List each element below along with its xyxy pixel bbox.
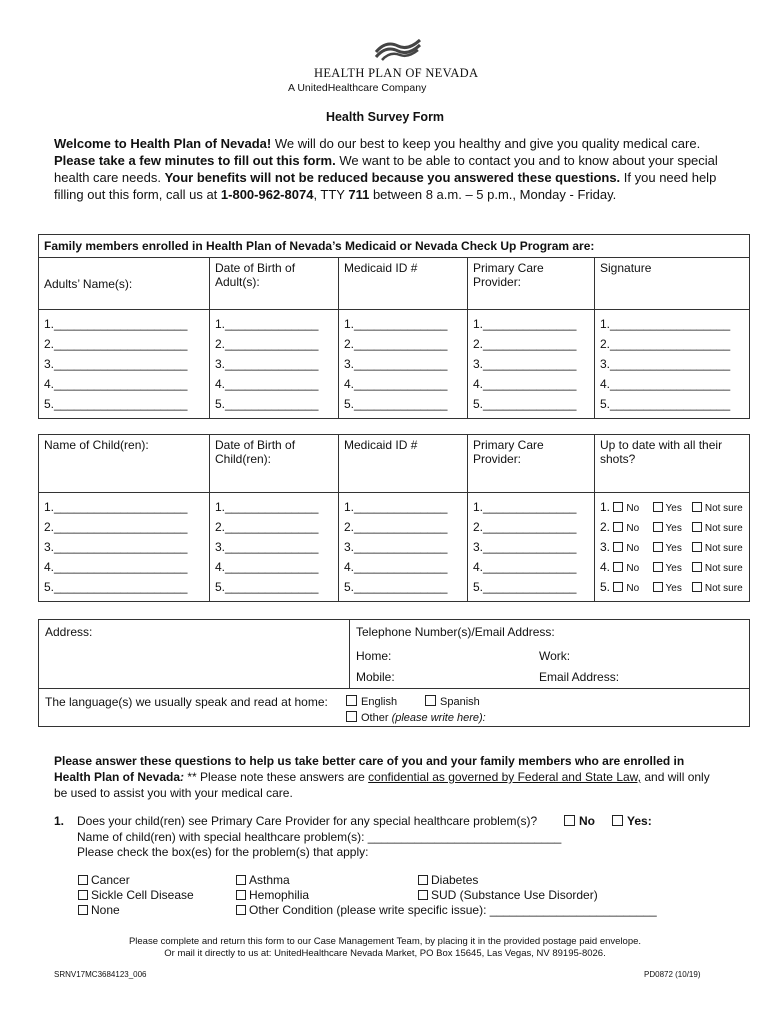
adult-pcp-2[interactable]: 2.______________ [468, 334, 595, 354]
adult-dob-5[interactable]: 5.______________ [210, 394, 339, 419]
form-code-right: PD0872 (10/19) [644, 970, 701, 979]
intro-text-2: We want to be able to contact you and to know about your special health care needs. [54, 153, 718, 185]
adult-pcp-5[interactable]: 5.______________ [468, 394, 595, 419]
adult-signature-1[interactable]: 1.__________________ [595, 310, 750, 335]
children-header-pcp: Primary Care Provider: [468, 435, 595, 493]
q1-no[interactable] [564, 814, 595, 828]
child-dob-1[interactable]: 1.______________ [210, 493, 339, 518]
contact-hline [39, 688, 749, 689]
opt-no: No [626, 543, 640, 554]
checkbox-other-condition[interactable] [236, 905, 246, 915]
contact-box [38, 619, 750, 727]
shots-num: 3. [600, 540, 611, 554]
child-pcp-5[interactable]: 5.______________ [468, 577, 595, 602]
condition-sickle-cell[interactable] [78, 888, 194, 902]
intro-tty: 711 [348, 187, 370, 202]
adult-medicaid-1[interactable]: 1.______________ [339, 310, 468, 335]
children-table [38, 434, 750, 602]
checkbox-not-sure[interactable] [692, 502, 702, 512]
intro-welcome: Welcome to Health Plan of Nevada! [54, 136, 272, 151]
checkbox-no[interactable] [613, 522, 623, 532]
questions-intro-end: and will only be used to assist you with your medical care. [54, 770, 710, 800]
q1-check-instruction: Please check the box(es) for the problem(s) that apply: [77, 845, 369, 859]
adult-dob-1[interactable]: 1.______________ [210, 310, 339, 335]
adults-header-dob: Date of Birth of Adult(s): [210, 258, 339, 310]
other-note: (please write here): [391, 712, 486, 724]
child-name-2[interactable]: 2.____________________ [39, 517, 210, 537]
checkbox-asthma[interactable] [236, 875, 246, 885]
condition-diabetes[interactable] [418, 873, 478, 887]
adult-pcp-3[interactable]: 3.______________ [468, 354, 595, 374]
home-phone-label[interactable]: Home: [356, 649, 392, 663]
form-title: Health Survey Form [325, 110, 445, 124]
shots-num: 2. [600, 520, 611, 534]
intro-phone: 1-800-962-8074 [220, 187, 314, 202]
checkbox-not-sure[interactable] [692, 582, 702, 592]
adults-header-name: Adults’ Name(s): [39, 258, 210, 310]
intro-text-3: If you need help filling out this form, call us at [54, 170, 717, 202]
children-header-medicaid: Medicaid ID # [339, 435, 468, 493]
child-pcp-4[interactable]: 4.______________ [468, 557, 595, 577]
child-pcp-2[interactable]: 2.______________ [468, 517, 595, 537]
q1-yes-label: Yes: [627, 814, 652, 828]
sud-label: SUD (Substance Use Disorder) [431, 888, 598, 902]
shots-num: 1. [600, 500, 611, 514]
sickle-cell-label: Sickle Cell Disease [91, 888, 194, 902]
checkbox-yes[interactable] [653, 582, 663, 592]
child-name-4[interactable]: 4.____________________ [39, 557, 210, 577]
adult-name-2[interactable]: 2.____________________ [39, 334, 210, 354]
phone-email-label: Telephone Number(s)/Email Address: [356, 625, 555, 639]
opt-not-sure: Not sure [704, 523, 743, 534]
child-name-1[interactable]: 1.____________________ [39, 493, 210, 518]
child-shots-5 [595, 577, 750, 602]
other-condition-label: Other Condition (please write specific issue): _________________________ [249, 903, 657, 917]
intro-text-1: We will do our best to keep you healthy and give you quality medical care. [271, 136, 701, 151]
opt-yes: Yes [665, 523, 682, 534]
form-code-left: SRNV17MC3684123_006 [54, 970, 147, 979]
questions-intro-bold: Please answer these questions to help us take better care of you and your family members who are enrolled in Health Plan of Nevada [54, 754, 685, 784]
shots-num: 4. [600, 560, 611, 574]
adult-signature-2[interactable]: 2.__________________ [595, 334, 750, 354]
child-medicaid-1[interactable]: 1.______________ [339, 493, 468, 518]
checkbox-english[interactable] [346, 695, 357, 706]
work-phone-label[interactable]: Work: [539, 649, 571, 663]
questions-intro-colon: : [180, 770, 185, 784]
language-other[interactable] [346, 711, 486, 724]
english-label: English [361, 696, 398, 708]
none-label: None [91, 903, 120, 917]
checkbox-hemophilia[interactable] [236, 890, 246, 900]
condition-other[interactable] [236, 903, 657, 917]
language-spanish[interactable] [425, 695, 480, 708]
org-name: HEALTH PLAN OF NEVADA [314, 66, 479, 80]
adult-dob-4[interactable]: 4.______________ [210, 374, 339, 394]
condition-cancer[interactable] [78, 873, 130, 887]
child-shots-3 [595, 537, 750, 557]
adult-dob-3[interactable]: 3.______________ [210, 354, 339, 374]
checkbox-yes[interactable] [653, 562, 663, 572]
child-dob-5[interactable]: 5.______________ [210, 577, 339, 602]
child-dob-3[interactable]: 3.______________ [210, 537, 339, 557]
opt-yes: Yes [665, 543, 682, 554]
asthma-label: Asthma [249, 873, 290, 887]
language-label: The language(s) we usually speak and read at home: [45, 695, 328, 709]
child-shots-2 [595, 517, 750, 537]
child-dob-2[interactable]: 2.______________ [210, 517, 339, 537]
opt-not-sure: Not sure [704, 583, 743, 594]
checkbox-no[interactable] [613, 502, 623, 512]
opt-not-sure: Not sure [704, 563, 743, 574]
adult-dob-2[interactable]: 2.______________ [210, 334, 339, 354]
opt-no: No [626, 523, 640, 534]
checkbox-not-sure[interactable] [692, 542, 702, 552]
children-header-dob: Date of Birth of Child(ren): [210, 435, 339, 493]
child-dob-4[interactable]: 4.______________ [210, 557, 339, 577]
checkbox-other[interactable] [346, 711, 357, 722]
child-shots-4 [595, 557, 750, 577]
intro-paragraph [54, 135, 720, 203]
intro-text-4: , TTY [313, 187, 349, 202]
footer-line-1: Please complete and return this form to our Case Management Team, by placing it in the provided postage paid envelope. [128, 936, 642, 947]
hpn-logo-icon [374, 36, 422, 62]
checkbox-not-sure[interactable] [692, 522, 702, 532]
checkbox-no[interactable] [613, 582, 623, 592]
language-english[interactable] [346, 695, 397, 708]
shots-num: 5. [600, 580, 611, 594]
child-name-5[interactable]: 5.____________________ [39, 577, 210, 602]
adult-medicaid-2[interactable]: 2.______________ [339, 334, 468, 354]
child-pcp-1[interactable]: 1.______________ [468, 493, 595, 518]
opt-yes: Yes [665, 503, 682, 514]
questions-intro-underlined: confidential as governed by Federal and State Law, [368, 770, 642, 784]
children-header-shots: Up to date with all their shots? [595, 435, 750, 493]
intro-benefits: Your benefits will not be reduced because you answered these questions. [164, 170, 621, 185]
adult-medicaid-4[interactable]: 4.______________ [339, 374, 468, 394]
adult-pcp-1[interactable]: 1.______________ [468, 310, 595, 335]
opt-not-sure: Not sure [704, 543, 743, 554]
cancer-label: Cancer [91, 873, 130, 887]
checkbox-no[interactable] [613, 542, 623, 552]
opt-no: No [626, 563, 640, 574]
checkbox-not-sure[interactable] [692, 562, 702, 572]
adult-name-3[interactable]: 3.____________________ [39, 354, 210, 374]
questions-intro [54, 753, 724, 801]
checkbox-yes[interactable] [653, 522, 663, 532]
opt-yes: Yes [665, 583, 682, 594]
condition-hemophilia[interactable] [236, 888, 309, 902]
adult-name-4[interactable]: 4.____________________ [39, 374, 210, 394]
opt-yes: Yes [665, 563, 682, 574]
address-label[interactable]: Address: [45, 625, 93, 639]
spanish-label: Spanish [440, 696, 480, 708]
q1-no-label: No [579, 814, 595, 828]
adult-signature-3[interactable]: 3.__________________ [595, 354, 750, 374]
q1-yes[interactable] [612, 814, 652, 828]
checkbox-q1-no[interactable] [564, 815, 575, 826]
footer-line-2: Or mail it directly to us at: UnitedHealthcare Nevada Market, PO Box 15645, Las Vegas, NV 89195-8026. [164, 948, 606, 959]
adults-header-pcp: Primary Care Provider: [468, 258, 595, 310]
condition-sud[interactable] [418, 888, 598, 902]
checkbox-spanish[interactable] [425, 695, 436, 706]
checkbox-diabetes[interactable] [418, 875, 428, 885]
questions-intro-note: ** Please note these answers are [184, 770, 369, 784]
org-subtitle: A UnitedHealthcare Company [288, 82, 427, 94]
adult-medicaid-3[interactable]: 3.______________ [339, 354, 468, 374]
adult-pcp-4[interactable]: 4.______________ [468, 374, 595, 394]
child-medicaid-4[interactable]: 4.______________ [339, 557, 468, 577]
child-medicaid-3[interactable]: 3.______________ [339, 537, 468, 557]
checkbox-yes[interactable] [653, 542, 663, 552]
adult-signature-5[interactable]: 5.__________________ [595, 394, 750, 419]
q1-text: Does your child(ren) see Primary Care Provider for any special healthcare problem(s)? [77, 814, 538, 828]
condition-asthma[interactable] [236, 873, 290, 887]
adult-medicaid-5[interactable]: 5.______________ [339, 394, 468, 419]
hemophilia-label: Hemophilia [249, 888, 310, 902]
contact-divider [349, 620, 350, 688]
checkbox-yes[interactable] [653, 502, 663, 512]
opt-no: No [626, 503, 640, 514]
child-shots-1 [595, 493, 750, 518]
adults-header-signature: Signature [595, 258, 750, 310]
adults-table [38, 234, 750, 419]
children-header-name: Name of Child(ren): [39, 435, 210, 493]
table-caption: Family members enrolled in Health Plan of Nevada’s Medicaid or Nevada Check Up Program are: [39, 235, 750, 258]
child-pcp-3[interactable]: 3.______________ [468, 537, 595, 557]
child-name-3[interactable]: 3.____________________ [39, 537, 210, 557]
child-medicaid-5[interactable]: 5.______________ [339, 577, 468, 602]
mobile-phone-label[interactable]: Mobile: [356, 670, 395, 684]
adult-signature-4[interactable]: 4.__________________ [595, 374, 750, 394]
child-medicaid-2[interactable]: 2.______________ [339, 517, 468, 537]
checkbox-no[interactable] [613, 562, 623, 572]
q1-number: 1. [54, 814, 65, 828]
q1-names[interactable]: Name of child(ren) with special healthcare problem(s): _____________________________ [77, 830, 562, 844]
checkbox-sud[interactable] [418, 890, 428, 900]
email-address-label[interactable]: Email Address: [539, 670, 620, 684]
adult-name-1[interactable]: 1.____________________ [39, 310, 210, 335]
checkbox-sickle-cell[interactable] [78, 890, 88, 900]
checkbox-q1-yes[interactable] [612, 815, 623, 826]
adult-name-5[interactable]: 5.____________________ [39, 394, 210, 419]
opt-not-sure: Not sure [704, 503, 743, 514]
checkbox-none[interactable] [78, 905, 88, 915]
intro-text-5: between 8 a.m. – 5 p.m., Monday - Friday. [369, 187, 617, 202]
other-label: Other [361, 712, 389, 724]
condition-none[interactable] [78, 903, 120, 917]
opt-no: No [626, 583, 640, 594]
adults-header-medicaid: Medicaid ID # [339, 258, 468, 310]
intro-minutes: Please take a few minutes to fill out this form. [54, 153, 336, 168]
diabetes-label: Diabetes [431, 873, 479, 887]
checkbox-cancer[interactable] [78, 875, 88, 885]
